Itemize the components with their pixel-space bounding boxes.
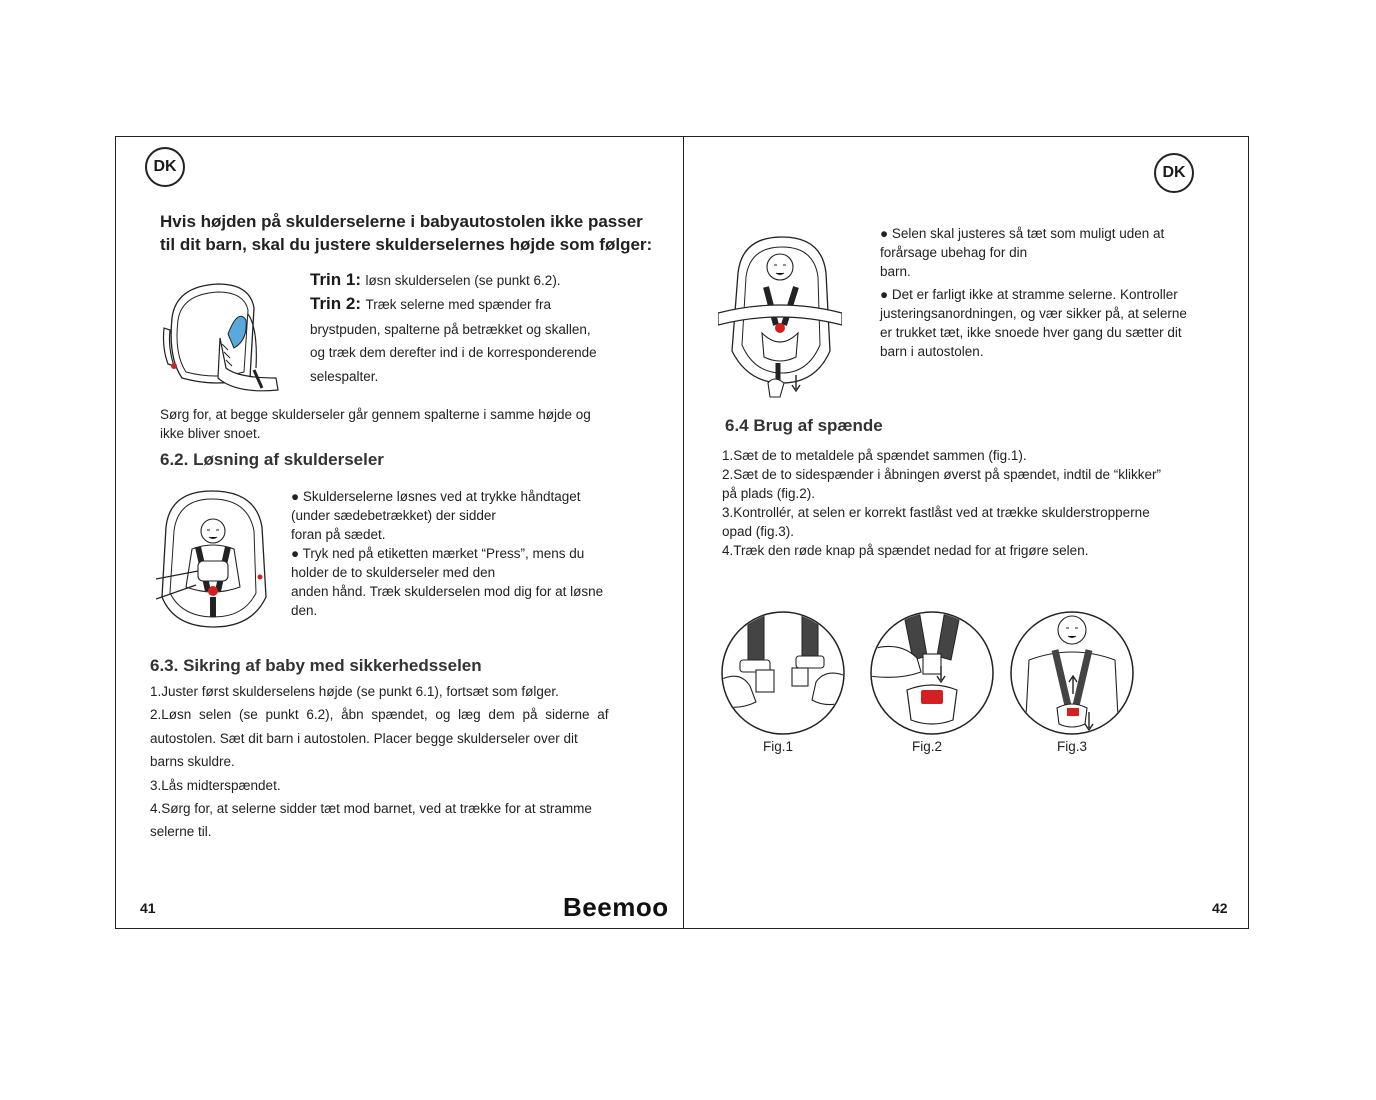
left-heading-line: til dit barn, skal du justere skulderselernes højde som følger: <box>160 235 653 254</box>
bullet-line: barn. <box>880 264 911 279</box>
left-heading-line: Hvis højden på skulderselerne i babyautostolen ikke passer <box>160 212 643 231</box>
section-6-4-body <box>722 446 1208 560</box>
bullet-line: ● Det er farligt ikke at stramme selerne. Kontroller <box>880 287 1178 302</box>
sec64-line: 3.Kontrollér, at selen er korrekt fastlåst ved at trække skulderstropperne <box>722 505 1150 520</box>
section-6-4-title: 6.4 Brug af spænde <box>725 416 883 435</box>
bullet-line: barn i autostolen. <box>880 344 984 359</box>
sec63-line: 4.Sørg for, at selerne sidder tæt mod barnet, ved at trække for at stramme <box>150 801 592 817</box>
bullet-line: ● Selen skal justeres så tæt som muligt uden at <box>880 226 1165 241</box>
sorg-paragraph <box>160 405 591 443</box>
sec64-line: opad (fig.3). <box>722 524 795 539</box>
sec62-line: ● Skulderselerne løsnes ved at trykke håndtaget <box>291 489 581 504</box>
sec63-line: barns skuldre. <box>150 754 235 770</box>
sec62-line: holder de to skulderseler med den <box>291 565 496 580</box>
fig3-illustration <box>1009 610 1135 736</box>
bullet-line: forårsage ubehag for din <box>880 245 1028 260</box>
page-number-right: 42 <box>1212 900 1228 916</box>
dk-badge-right: DK <box>1154 153 1194 193</box>
section-6-2-body <box>291 487 633 620</box>
sec63-line: 3.Lås midterspændet. <box>150 777 281 793</box>
section-6-3-title: 6.3. Sikring af baby med sikkerhedsselen <box>150 656 482 675</box>
sec64-line: 4.Træk den røde knap på spændet nedad for at frigøre selen. <box>722 543 1089 558</box>
sec63-line: 2.Løsn selen (se punkt 6.2), åbn spændet, og læg dem på siderne af <box>150 707 609 723</box>
sec62-line: den. <box>291 603 318 618</box>
sec64-line: 1.Sæt de to metaldele på spændet sammen (fig.1). <box>722 448 1027 463</box>
step-block <box>310 270 597 388</box>
trin2-row <box>310 294 597 318</box>
fig1-label: Fig.1 <box>763 739 794 754</box>
dk-badge-left: DK <box>145 147 185 187</box>
sorg-line: Sørg for, at begge skulderseler går gennem spalterne i samme højde og <box>160 407 591 422</box>
harness-tighten-illustration <box>718 233 842 401</box>
page-divider <box>683 137 684 928</box>
fig2-label: Fig.2 <box>912 739 943 754</box>
brand-logo: Beemoo <box>563 892 669 922</box>
sec64-line: 2.Sæt de to sidespænder i åbningen øverst på spændet, indtil de “klikker” <box>722 467 1161 482</box>
sec62-line: (under sædebetrækket) der sidder <box>291 508 496 523</box>
fig3-label: Fig.3 <box>1057 739 1088 754</box>
sec62-line: foran på sædet. <box>291 527 386 542</box>
sec62-line: anden hånd. Træk skulderselen mod dig for at løsne <box>291 584 604 599</box>
left-heading <box>160 210 652 256</box>
section-6-2-title: 6.2. Løsning af skulderseler <box>160 450 384 469</box>
sec62-line: ● Tryk ned på etiketten mærket “Press”, mens du <box>291 546 585 561</box>
trin2-line: brystpuden, spalterne på betrækket og skallen, <box>310 322 591 337</box>
fig1-illustration <box>720 610 846 736</box>
section-6-3-body <box>150 680 630 844</box>
trin2-label: Trin 2: <box>310 294 362 313</box>
trin1-text: løsn skulderselen (se punkt 6.2). <box>365 273 561 288</box>
bullet-line: justeringsanordningen, og vær sikker på, at selerne <box>880 306 1187 321</box>
sec63-line: autostolen. Sæt dit barn i autostolen. Placer begge skulderseler over dit <box>150 730 578 746</box>
bullet-line: er trukket tæt, ikke snoede hver gang du sætter dit <box>880 325 1182 340</box>
trin2-text: Træk selerne med spænder fra <box>365 297 552 312</box>
trin1-row <box>310 270 597 294</box>
sec64-line: på plads (fig.2). <box>722 486 816 501</box>
baby-seat-front-illustration <box>156 487 272 635</box>
seat-shell-illustration <box>158 278 282 396</box>
fig2-illustration <box>869 610 995 736</box>
sorg-line: ikke bliver snoet. <box>160 426 261 441</box>
trin2-line: og træk dem derefter ind i de korresponderende <box>310 345 597 361</box>
trin1-label: Trin 1: <box>310 270 362 289</box>
sec63-line: 1.Juster først skulderselens højde (se punkt 6.1), fortsæt som følger. <box>150 684 559 699</box>
right-bullets <box>880 224 1210 361</box>
page-number-left: 41 <box>140 900 156 916</box>
sec63-line: selerne til. <box>150 824 212 840</box>
trin2-line: selespalter. <box>310 368 379 384</box>
